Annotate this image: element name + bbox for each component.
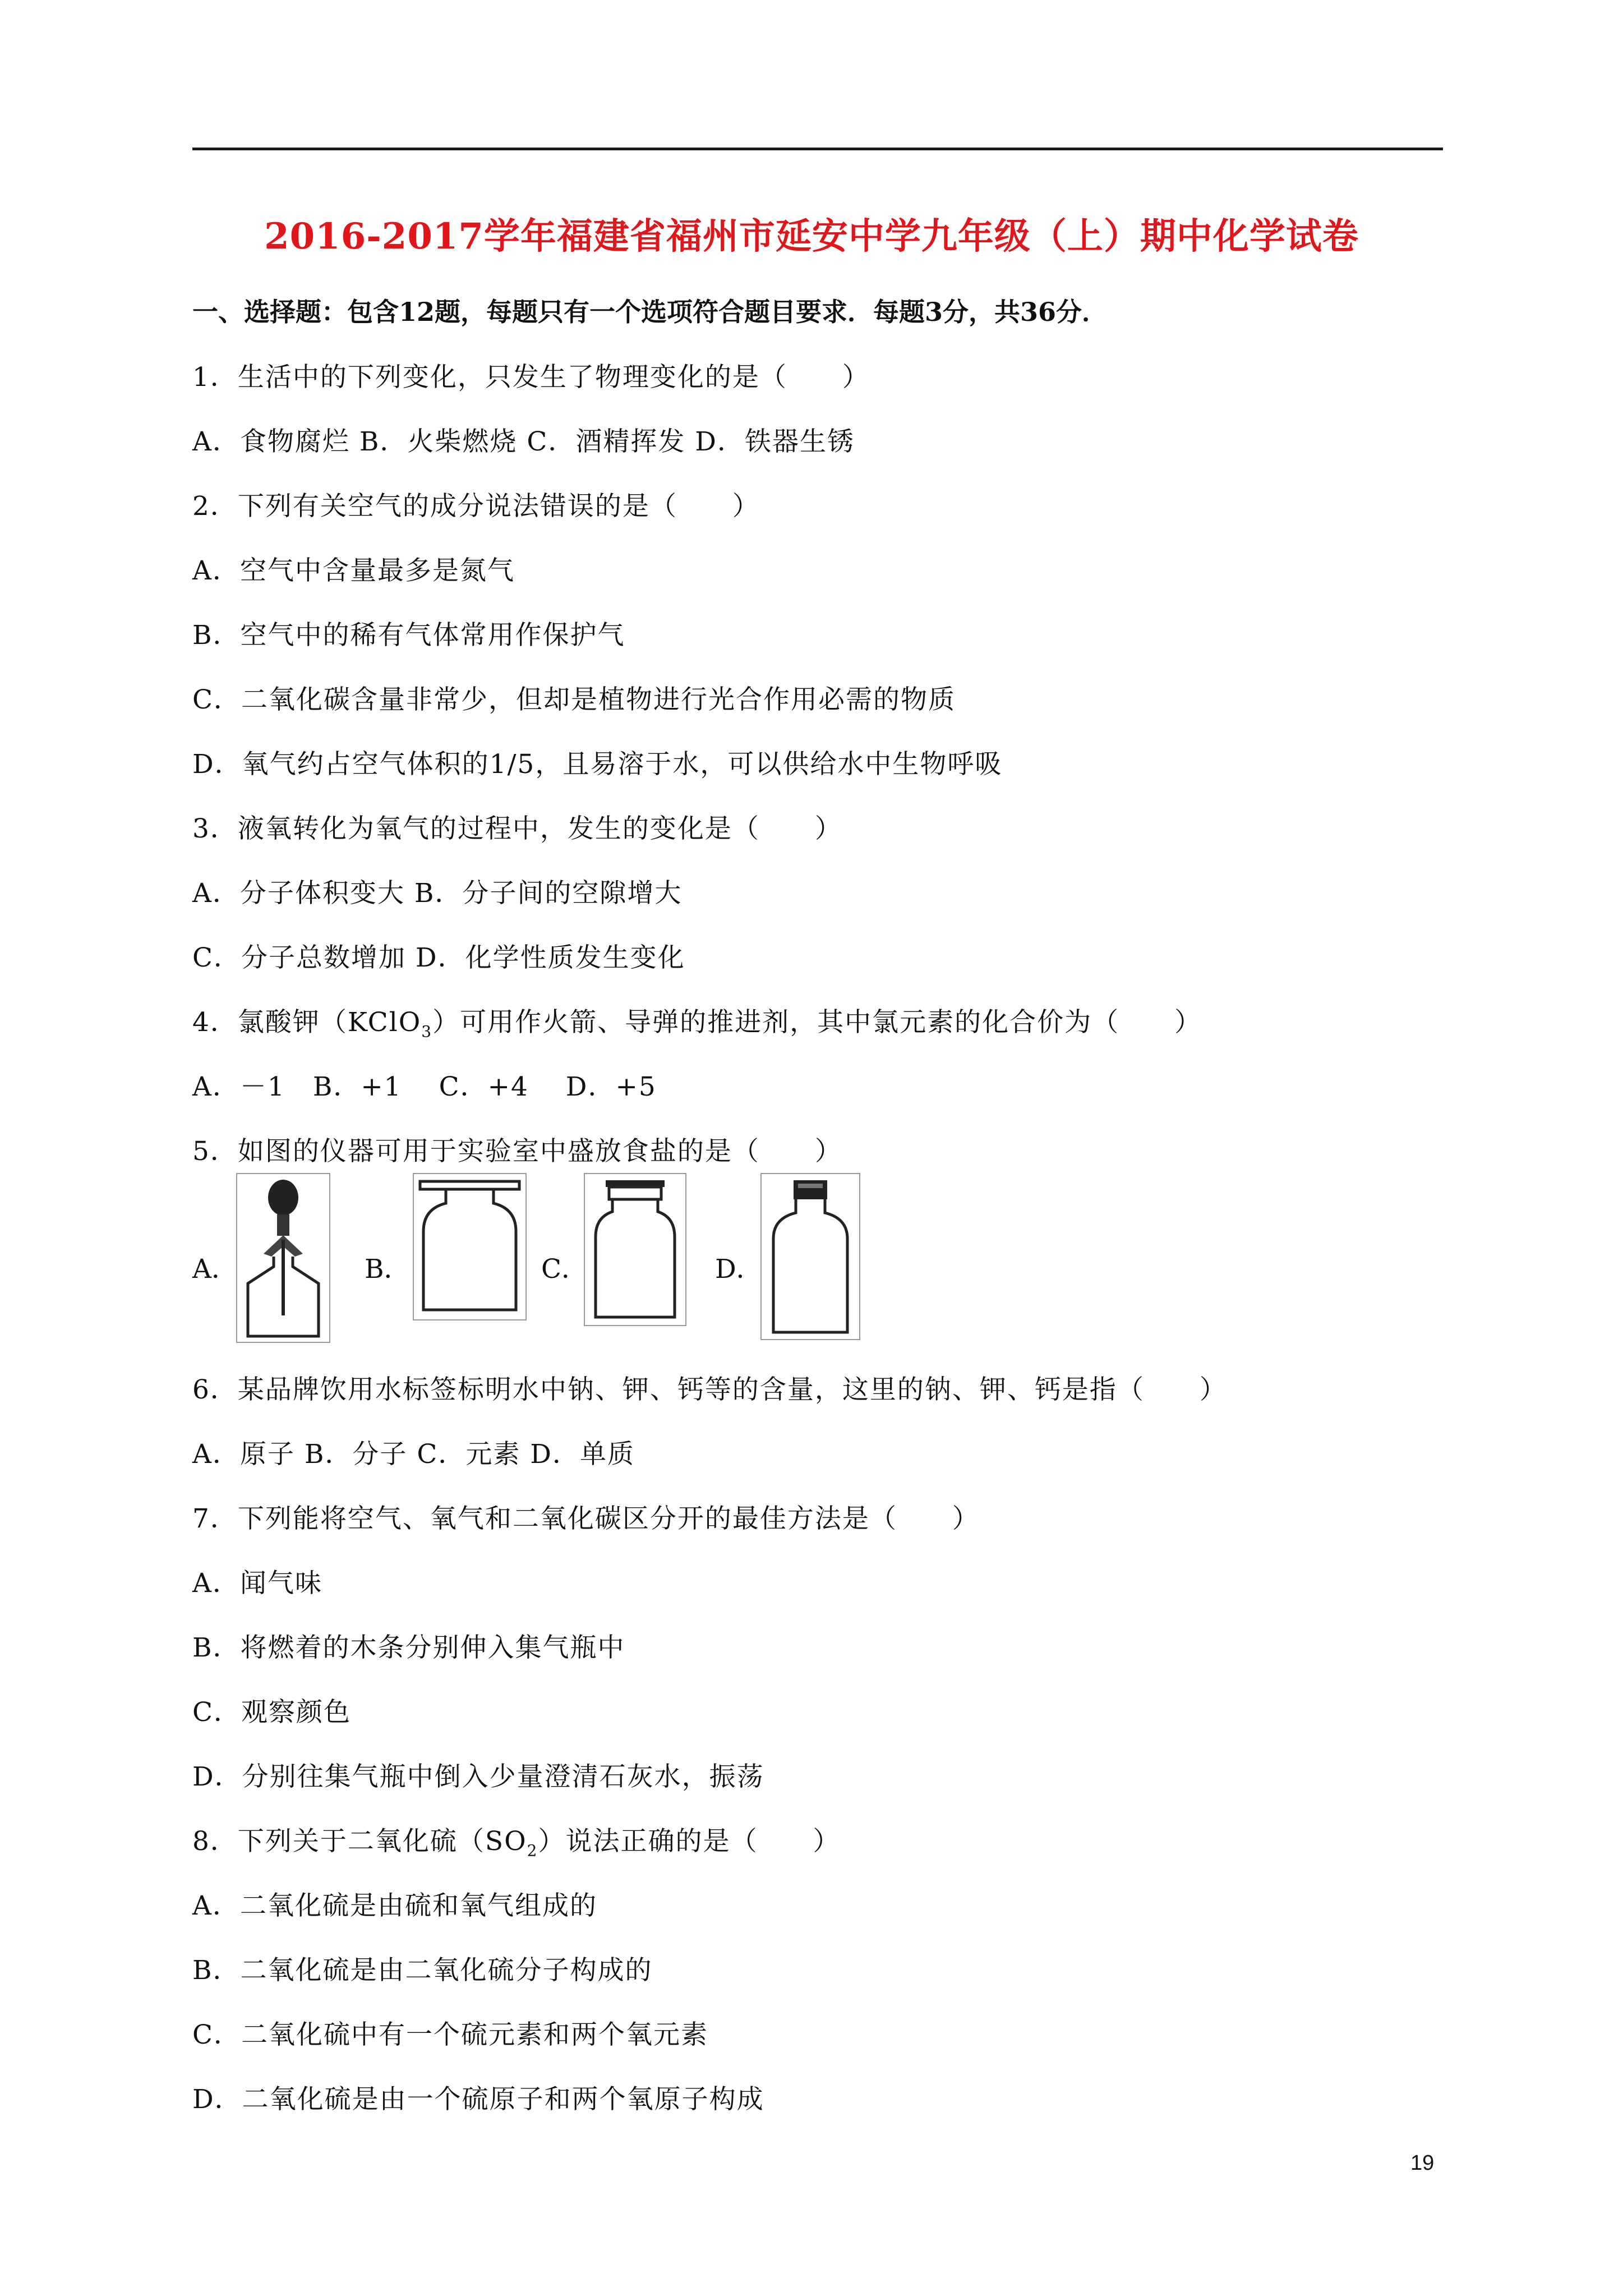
question-3-options-cd: C．分子总数增加 D．化学性质发生变化 [192, 942, 685, 973]
question-1: 1．生活中的下列变化，只发生了物理变化的是（ ） [192, 362, 870, 393]
question-2-option-b: B．空气中的稀有气体常用作保护气 [192, 620, 625, 651]
header-rule [192, 148, 1443, 150]
option-b-label: B． [365, 1254, 411, 1285]
exam-title: 2016-2017学年福建省福州市延安中学九年级（上）期中化学试卷 [264, 215, 1359, 257]
question-7-option-b: B．将燃着的木条分别伸入集气瓶中 [192, 1632, 625, 1663]
question-7-option-a: A．闻气味 [192, 1568, 322, 1599]
narrow-mouth-bottle-image [760, 1172, 861, 1341]
option-d-label: D． [715, 1254, 763, 1285]
question-4: 4．氯酸钾（KClO$_3$）可用作火箭、导弹的推进剂，其中氯元素的化合价为（ ） [192, 1007, 1202, 1041]
question-2-option-d: D．氧气约占空气体积的1/5，且易溶于水，可以供给水中生物呼吸 [192, 749, 1003, 780]
question-6-options: A．原子 B．分子 C．元素 D．单质 [192, 1439, 635, 1470]
question-8: 8．下列关于二氧化硫$(SO_2)$说法正确的是（ ） [192, 1826, 841, 1860]
option-a-label: A． [192, 1254, 238, 1285]
ground-glass-bottle-image [583, 1172, 687, 1327]
question-2-option-a: A．空气中含量最多是氮气 [192, 555, 515, 586]
question-4-options: A．－1 B．+1 C．+4 D．+5 [192, 1071, 657, 1102]
question-8-option-b: B．二氧化硫是由二氧化硫分子构成的 [192, 1955, 653, 1986]
question-8-option-c: C．二氧化硫中有一个硫元素和两个氧元素 [192, 2019, 708, 2050]
question-1-options: A．食物腐烂 B．火柴燃烧 C．酒精挥发 D．铁器生锈 [192, 426, 855, 457]
dropper-bottle-image [236, 1172, 331, 1343]
question-7-option-d: D．分别往集气瓶中倒入少量澄清石灰水，振荡 [192, 1761, 764, 1792]
page-number: 19 [1410, 2151, 1435, 2175]
question-8-option-a: A．二氧化硫是由硫和氧气组成的 [192, 1890, 597, 1921]
question-2-option-c: C．二氧化碳含量非常少，但却是植物进行光合作用必需的物质 [192, 684, 956, 715]
question-2: 2．下列有关空气的成分说法错误的是（ ） [192, 491, 760, 522]
question-5: 5．如图的仪器可用于实验室中盛放食盐的是（ ） [192, 1136, 842, 1167]
question-7-option-c: C．观察颜色 [192, 1697, 351, 1728]
option-c-label: C． [541, 1254, 588, 1285]
question-6: 6．某品牌饮用水标签标明水中钠、钾、钙等的含量，这里的钠、钾、钙是指（ ） [192, 1374, 1227, 1405]
question-3: 3．液氧转化为氧气的过程中，发生的变化是（ ） [192, 813, 842, 844]
question-8-option-d: D．二氧化硫是由一个硫原子和两个氧原子构成 [192, 2084, 764, 2115]
section-heading: 一、选择题：包含12题，每题只有一个选项符合题目要求．每题3分，共36分． [192, 297, 1108, 327]
question-7: 7．下列能将空气、氧气和二氧化碳区分开的最佳方法是（ ） [192, 1503, 980, 1534]
question-3-options-ab: A．分子体积变大 B．分子间的空隙增大 [192, 878, 683, 909]
wide-mouth-bottle-image [412, 1172, 527, 1321]
